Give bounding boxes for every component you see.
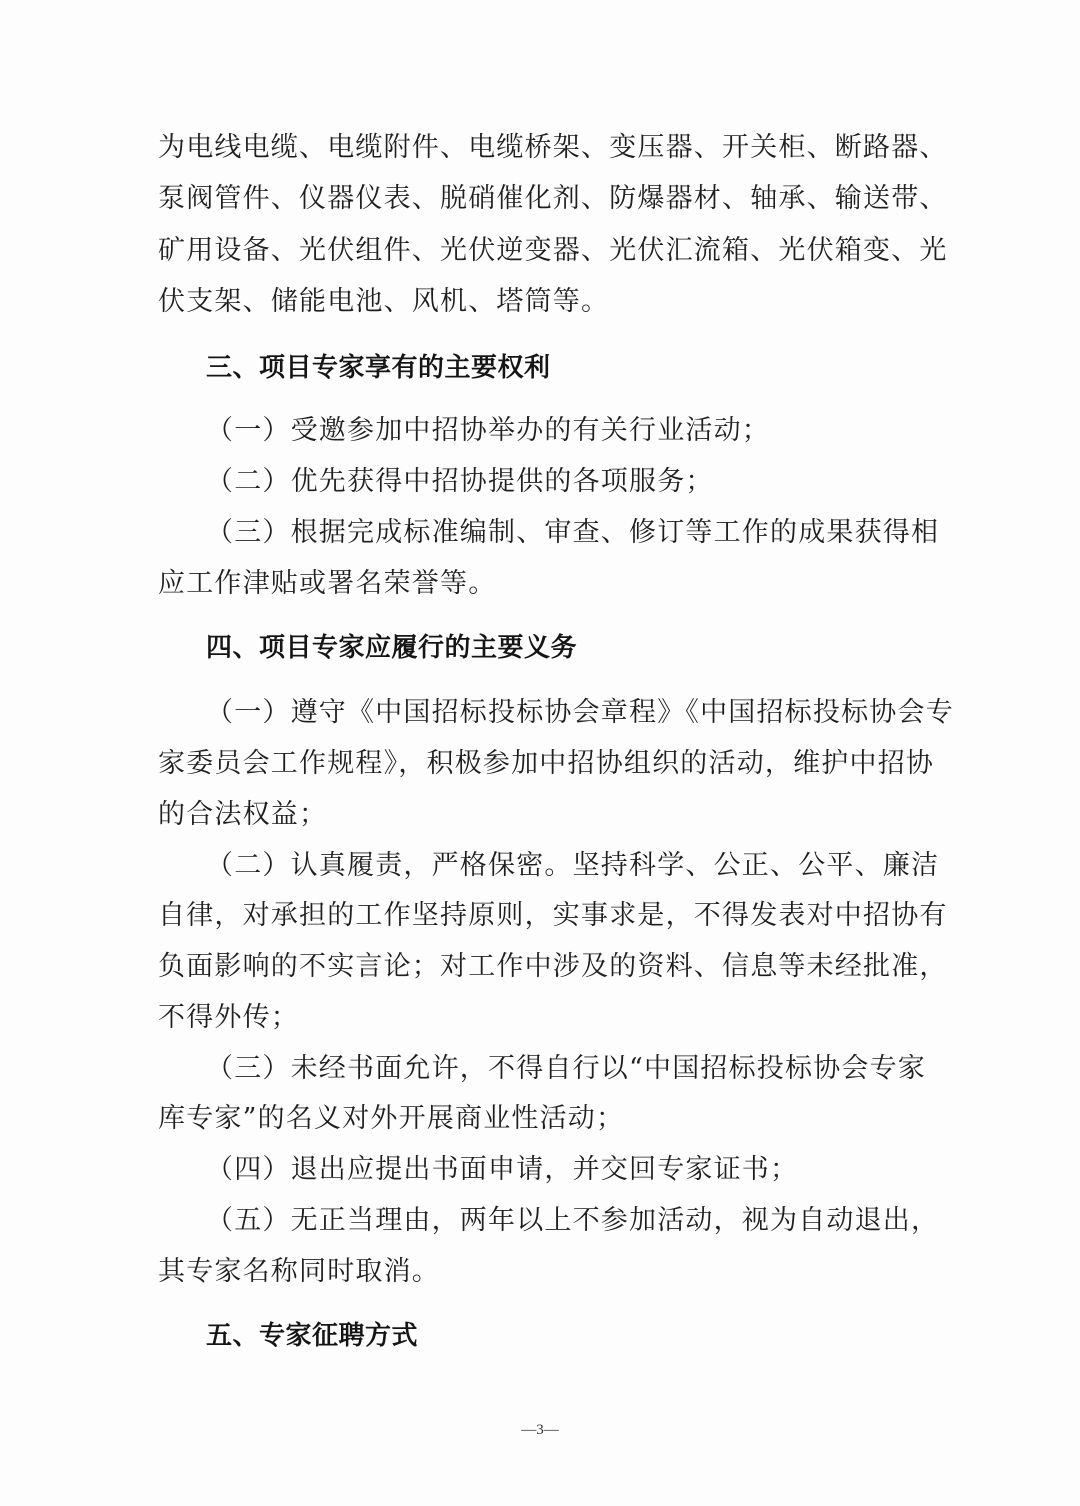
list-item: （三）未经书面允许，不得自行以“中国招标投标协会专家 <box>206 1053 927 1084</box>
section-heading-obligations: 四、项目专家应履行的主要义务 <box>206 633 578 663</box>
body-text-line: 为电线电缆、电缆附件、电缆桥架、变压器、开关柜、断路器、 <box>158 132 948 163</box>
page-number: —3— <box>521 1422 559 1438</box>
list-item: （二）认真履责，严格保密。坚持科学、公正、公平、廉洁 <box>206 850 940 881</box>
section-heading-rights: 三、项目专家享有的主要权利 <box>206 353 551 383</box>
list-item-continuation: 应工作津贴或署名荣誉等。 <box>158 568 497 599</box>
list-item-continuation: 自律，对承担的工作坚持原则，实事求是，不得发表对中招协有 <box>158 900 948 931</box>
list-item-continuation: 负面影响的不实言论；对工作中涉及的资料、信息等未经批准， <box>158 951 948 982</box>
list-item-continuation: 库专家”的名义对外开展商业性活动； <box>158 1103 625 1134</box>
list-item: （五）无正当理由，两年以上不参加活动，视为自动退出， <box>206 1205 940 1236</box>
section-heading-recruitment: 五、专家征聘方式 <box>206 1321 419 1351</box>
list-item: （一）受邀参加中招协举办的有关行业活动； <box>206 415 770 446</box>
list-item: （四）退出应提出书面申请，并交回专家证书； <box>206 1154 799 1185</box>
body-text-line: 矿用设备、光伏组件、光伏逆变器、光伏汇流箱、光伏箱变、光 <box>158 235 948 266</box>
list-item-continuation: 其专家名称同时取消。 <box>158 1256 440 1287</box>
list-item: （二）优先获得中招协提供的各项服务； <box>206 466 714 497</box>
body-text-line: 泵阀管件、仪器仪表、脱硝催化剂、防爆器材、轴承、输送带、 <box>158 183 948 214</box>
list-item-continuation: 家委员会工作规程》，积极参加中招协组织的活动，维护中招协 <box>158 748 935 779</box>
list-item: （一）遵守《中国招标投标协会章程》《中国招标投标协会专 <box>206 697 954 728</box>
list-item: （三）根据完成标准编制、审查、修订等工作的成果获得相 <box>206 517 940 548</box>
body-text-line: 伏支架、储能电池、风机、塔筒等。 <box>158 286 610 317</box>
list-item-continuation: 的合法权益； <box>158 799 328 830</box>
list-item-continuation: 不得外传； <box>158 1002 299 1033</box>
